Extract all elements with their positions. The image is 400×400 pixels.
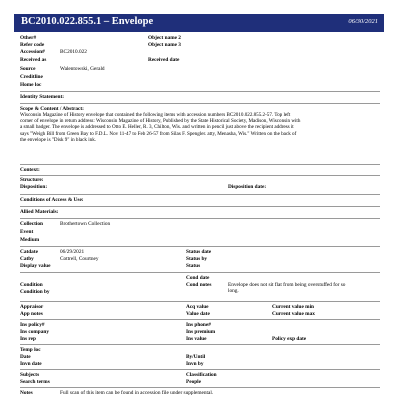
- label-object-name-2: Object name 2: [148, 35, 181, 41]
- label-disposition-date: Disposition date:: [228, 184, 267, 190]
- label-conditions-access-use: Conditions of Access & Use:: [20, 197, 84, 203]
- value-accession-number: BC2010.022: [60, 49, 87, 55]
- label-date: Date: [20, 354, 31, 360]
- label-value-date: Value date: [186, 311, 210, 317]
- divider: [20, 164, 380, 165]
- value-catdate: 06/29/2021: [60, 249, 85, 255]
- label-object-name-3: Object name 3: [148, 42, 181, 48]
- value-catby: Cottrell, Courtney: [60, 256, 99, 262]
- label-creditline: Creditline: [20, 74, 43, 80]
- label-temp-loc: Temp loc: [20, 347, 41, 353]
- label-scope-content: Scope & Content / Abstract:: [20, 106, 84, 112]
- label-condition: Condition: [20, 282, 43, 288]
- label-subjects: Subjects: [20, 372, 40, 378]
- label-accession-number: Accession#: [20, 49, 45, 55]
- divider: [20, 344, 380, 345]
- label-received-as: Received as: [20, 57, 47, 63]
- divider: [20, 103, 380, 104]
- divider: [20, 194, 380, 195]
- label-identity-statement: Identity Statement:: [20, 94, 64, 100]
- scope-content-line: a small badger. The envelope is addressed to Otto E. Heller, R. 3, Chilton, Wis. and written in pencil just above the recipient address it: [20, 124, 294, 131]
- cond-notes-line: long.: [228, 288, 239, 294]
- label-ins-rep: Ins rep: [20, 336, 36, 342]
- label-policy-exp-date: Policy exp date: [272, 336, 307, 342]
- divider: [20, 301, 380, 302]
- label-cond-notes: Cond notes: [186, 282, 212, 288]
- divider: [20, 246, 380, 247]
- label-condition-by: Condition by: [20, 289, 50, 295]
- label-ins-policy: Ins policy#: [20, 322, 45, 328]
- label-refer-code: Refer code: [20, 42, 45, 48]
- divider: [20, 175, 380, 176]
- label-status-by: Status by: [186, 256, 208, 262]
- label-search-terms: Search terms: [20, 379, 50, 385]
- label-event: Event: [20, 229, 34, 235]
- label-appraisor: Appraisor: [20, 304, 44, 310]
- cond-notes-line: Envelope does not sit flat from being overstuffed for so: [228, 282, 346, 288]
- label-catdate: Catdate: [20, 249, 38, 255]
- label-disposition: Disposition:: [20, 184, 48, 190]
- label-home-loc: Home loc: [20, 82, 42, 88]
- label-invn-date: Invn date: [20, 361, 42, 367]
- scope-content-line: Wisconsin Magazine of History envelope that contained the following items with accession numbers BC2010.022.855.2-57. Top left: [20, 112, 291, 118]
- value-cond-notes: [228, 282, 345, 294]
- scope-content-text: [20, 112, 382, 143]
- scope-content-line: corner of envelope in return address: Wisconsin Magazine of History, Published by the State Historical Society, Madison, Wisconsin with: [20, 118, 301, 125]
- label-other-number: Other#: [20, 35, 37, 41]
- divider: [20, 387, 380, 388]
- scope-content-line: the envelope is "Disk 9" in black ink.: [20, 136, 97, 143]
- record-header: [14, 14, 384, 32]
- record-date: 06/30/2021: [348, 18, 378, 25]
- label-received-date: Received date: [148, 57, 180, 63]
- label-cond-date: Cond date: [186, 275, 210, 281]
- label-ins-value: Ins value: [186, 336, 207, 342]
- divider: [20, 319, 380, 320]
- value-collection: Brothertown Collection: [60, 221, 111, 227]
- label-ins-phone: Ins phone#: [186, 322, 211, 328]
- label-current-value-min: Current value min: [272, 304, 314, 310]
- divider: [20, 206, 380, 207]
- label-acq-value: Acq value: [186, 304, 209, 310]
- label-allied-materials: Allied Materials:: [20, 209, 59, 215]
- label-app-notes: App notes: [20, 311, 43, 317]
- divider: [20, 272, 380, 273]
- divider: [20, 91, 380, 92]
- label-by-until: By/Until: [186, 354, 206, 360]
- label-classification: Classification: [186, 372, 217, 378]
- value-notes: Full scan of this item can be found in accession file under supplemental.: [60, 390, 214, 396]
- scope-content-line: says "Weigh Bill from Green Bay to F.D.L. Nov 11-47 to Feb 26-57 from Silas F. Spengler. atty, Menasha, Wis." Written on the back of: [20, 130, 297, 137]
- label-ins-company: Ins company: [20, 329, 49, 335]
- label-collection: Collection: [20, 221, 43, 227]
- label-ins-premium: Ins premium: [186, 329, 216, 335]
- label-context: Context:: [20, 167, 40, 173]
- label-status-date: Status date: [186, 249, 212, 255]
- label-people: People: [186, 379, 202, 385]
- label-notes: Notes: [20, 390, 33, 396]
- label-structure: Structure:: [20, 177, 44, 183]
- label-medium: Medium: [20, 237, 40, 243]
- record-title: BC2010.022.855.1 – Envelope: [21, 16, 154, 27]
- label-invn-by: Invn by: [186, 361, 204, 367]
- divider: [20, 218, 380, 219]
- label-status: Status: [186, 263, 201, 269]
- label-catby: Catby: [20, 256, 34, 262]
- label-display-value: Display value: [20, 263, 51, 269]
- value-source: Walentowski, Gerald: [60, 66, 105, 72]
- label-current-value-max: Current value max: [272, 311, 315, 317]
- label-source: Source: [20, 66, 36, 72]
- divider: [20, 369, 380, 370]
